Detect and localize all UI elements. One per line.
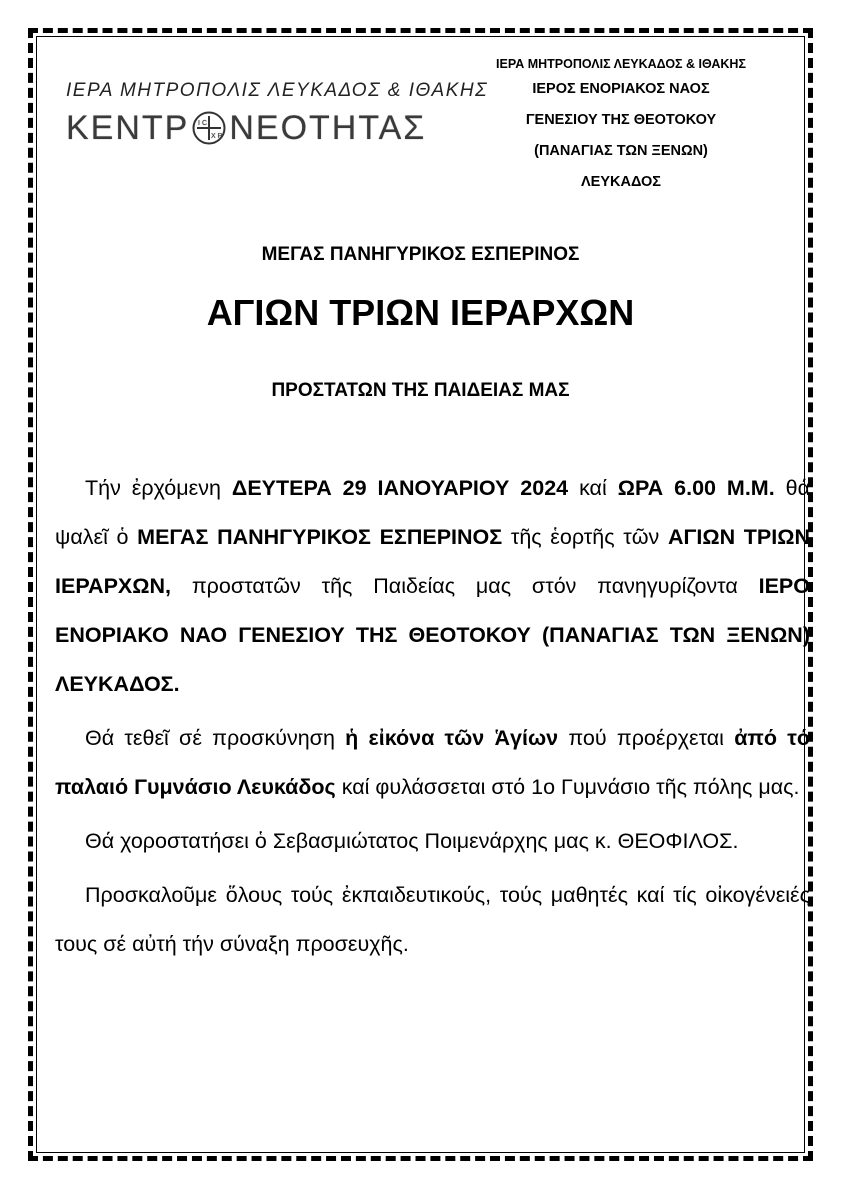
logo-main-text xyxy=(66,106,427,150)
header-church-name: ΓΕΝΕΣΙΟΥ ΤΗΣ ΘΕΟΤΟΚΟΥ xyxy=(525,112,717,128)
announcement-body xyxy=(55,464,811,1074)
p1-service: ΜΕΓΑΣ ΠΑΝΗΓΥΡΙΚΟΣ ΕΣΠΕΡΙΝΟΣ xyxy=(137,525,503,549)
event-subtitle-2: ΠΡΟΣΤΑΤΩΝ ΤΗΣ ΠΑΙΔΕΙΑΣ ΜΑΣ xyxy=(271,380,570,401)
p1-text-4: τῆς ἑορτῆς τῶν xyxy=(502,525,668,549)
p1-text-3: θά ψαλεῖ ὁ xyxy=(55,476,811,549)
p2-text-1: Θά τεθεῖ σέ προσκύνηση xyxy=(85,726,346,750)
logo-text-left: ΚΕΝΤΡ xyxy=(66,108,190,147)
event-title: ΑΓΙΩΝ ΤΡΙΩΝ ΙΕΡΑΡΧΩΝ xyxy=(206,292,635,333)
logo-text-right: ΝΕΟΤΗΤΑΣ xyxy=(229,108,427,147)
event-subtitle: ΜΕΓΑΣ ΠΑΝΗΓΥΡΙΚΟΣ ΕΣΠΕΡΙΝΟΣ xyxy=(261,244,580,265)
p1-text-5: προστατῶν τῆς Παιδείας μας στόν πανηγυρίζοντα xyxy=(171,574,759,598)
p2-origin-phrase: ἀπό τό παλαιό Γυμνάσιο Λευκάδος xyxy=(55,726,811,799)
p1-church: ΙΕΡΟ ΕΝΟΡΙΑΚΟ ΝΑΟ ΓΕΝΕΣΙΟΥ ΤΗΣ ΘΕΟΤΟΚΟΥ (ΠΑΝΑΓΙΑΣ ΤΩΝ ΞΕΝΩΝ) ΛΕΥΚΑΔΟΣ. xyxy=(55,574,810,696)
youth-center-logo xyxy=(66,80,489,152)
p2-icon-phrase: ἡ εἰκόνα τῶν Ἁγίων xyxy=(345,726,559,750)
seal-letters-ic: IC xyxy=(198,120,210,127)
cross-seal-icon xyxy=(192,111,226,145)
logo-top-text: ΙΕΡΑ ΜΗΤΡΟΠΟΛΙΣ ΛΕΥΚΑΔΟΣ & ΙΘΑΚΗΣ xyxy=(66,80,489,101)
paragraph-invitation: Προσκαλοῦμε ὅλους τούς ἐκπαιδευτικούς, τούς μαθητές καί τίς οἰκογένειές τους σέ αὐτή τήν σύναξη προσευχῆς. xyxy=(55,883,810,956)
seal-letters-xp: XP xyxy=(211,133,225,140)
header-church: ΙΕΡΟΣ ΕΝΟΡΙΑΚΟΣ ΝΑΟΣ xyxy=(532,81,710,97)
p1-text-2: καί xyxy=(568,476,618,500)
p1-time: ΩΡΑ 6.00 Μ.Μ. xyxy=(617,476,775,500)
p1-date: ΔΕΥΤΕΡΑ 29 ΙΑΝΟΥΑΡΙΟΥ 2024 xyxy=(231,476,569,500)
paragraph-bishop: Θά χοροστατήσει ὁ Σεβασμιώτατος Ποιμενάρχης μας κ. ΘΕΟΦΙΛΟΣ. xyxy=(85,829,739,853)
parish-header xyxy=(440,54,802,198)
header-church-alias: (ΠΑΝΑΓΙΑΣ ΤΩΝ ΞΕΝΩΝ) xyxy=(534,143,708,159)
p1-saints: ΑΓΙΩΝ ΤΡΙΩΝ ΙΕΡΑΡΧΩΝ, xyxy=(55,525,810,598)
p2-text-2: πού προέρχεται xyxy=(558,726,735,750)
header-metropolis: ΙΕΡΑ ΜΗΤΡΟΠΟΛΙΣ ΛΕΥΚΑΔΟΣ & ΙΘΑΚΗΣ xyxy=(496,57,746,71)
paragraph-event-details xyxy=(55,464,810,709)
p2-text-3: καί φυλάσσεται στό 1ο Γυμνάσιο τῆς πόλης μας. xyxy=(335,775,800,799)
p1-text-1: Τήν ἐρχόμενη xyxy=(85,476,232,500)
paragraph-icon xyxy=(55,714,810,812)
header-city: ΛΕΥΚΑΔΟΣ xyxy=(581,174,661,190)
